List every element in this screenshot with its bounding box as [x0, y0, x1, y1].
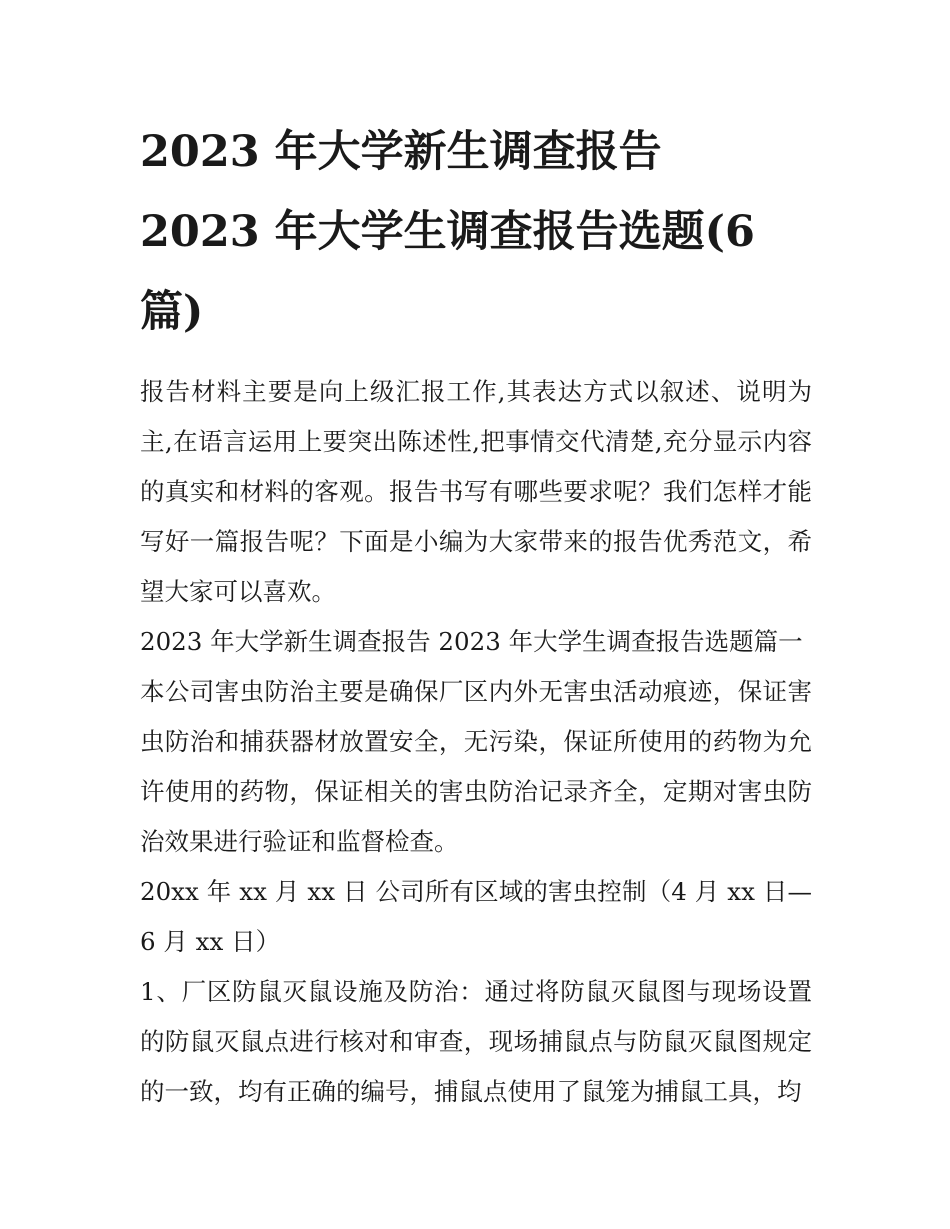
paragraph-intro: 报告材料主要是向上级汇报工作,其表达方式以叙述、说明为主,在语言运用上要突出陈述性,把事情交代清楚,充分显示内容的真实和材料的客观。报告书写有哪些要求呢？我们怎样才能写好一篇报告呢？下面是小编为大家带来的报告优秀范文，希望大家可以喜欢。	[140, 377, 812, 606]
paragraph-rodent-control: 1、厂区防鼠灭鼠设施及防治：通过将防鼠灭鼠图与现场设置的防鼠灭鼠点进行核对和审查，现场捕鼠点与防鼠灭鼠图规定的一致，均有正确的编号，捕鼠点使用了鼠笼为捕鼠工具，均	[140, 977, 812, 1106]
document-title	[140, 112, 812, 352]
paragraph-pest-control: 本公司害虫防治主要是确保厂区内外无害虫活动痕迹，保证害虫防治和捕获器材放置安全，无污染，保证所使用的药物为允许使用的药物，保证相关的害虫防治记录齐全，定期对害虫防治效果进行验证和监督检查。	[140, 677, 812, 856]
title-line-2: 2023 年大学生调查报告选题(6 篇)	[140, 207, 755, 337]
section-heading: 2023 年大学新生调查报告 2023 年大学生调查报告选题篇一	[140, 627, 803, 656]
title-line-1: 2023 年大学新生调查报告	[140, 127, 662, 177]
paragraph-date-scope: 20xx 年 xx 月 xx 日 公司所有区域的害虫控制（4 月 xx 日—6 月 xx 日）	[140, 877, 812, 956]
document-page	[140, 112, 812, 1117]
document-body	[140, 367, 812, 1117]
